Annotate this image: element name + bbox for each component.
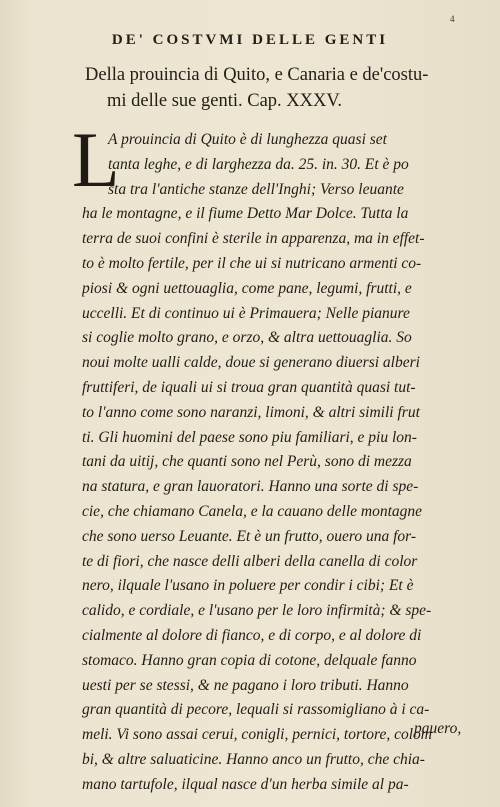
chapter-title-line-2: mi delle sue genti. Cap. XXXV. bbox=[107, 91, 342, 111]
body-line: stomaco. Hanno gran copia di cotone, delquale fanno bbox=[82, 651, 417, 669]
chapter-title-line-1: Della prouincia di Quito, e Canaria e de'costu- bbox=[85, 65, 429, 85]
body-line: to l'anno come sono naranzi, limoni, & altri simili frut bbox=[82, 403, 420, 421]
body-line: tanta leghe, e di larghezza da. 25. in. 30. Et è po bbox=[108, 155, 409, 173]
body-line: che sono uerso Leuante. Et è un frutto, ouero una for- bbox=[82, 527, 417, 545]
body-line: uccelli. Et di continuo ui è Primauera; Nelle pianure bbox=[82, 304, 410, 322]
page-mark: 4 bbox=[450, 14, 455, 24]
body-line: gran quantità di pecore, lequali si rassomigliano à i ca- bbox=[82, 701, 430, 719]
body-line: to è molto fertile, per il che ui si nutricano armenti co- bbox=[82, 254, 422, 272]
body-line: te di fiori, che nasce delli alberi della canella di color bbox=[82, 552, 418, 570]
body-line: bi, & altre saluaticine. Hanno anco un frutto, che chia- bbox=[82, 750, 425, 768]
body-line: terra de suoi confini è sterile in apparenza, ma in effet- bbox=[82, 230, 425, 248]
chapter-title bbox=[85, 62, 465, 114]
body-line: si coglie molto grano, e orzo, & altra uettouaglia. So bbox=[82, 329, 412, 347]
body-line: uesti per se stessi, & ne pagano i loro tributi. Hanno bbox=[82, 676, 409, 694]
running-head: DE' COSTVMI DELLE GENTI bbox=[111, 32, 389, 48]
body-line: na statura, e gran lauoratori. Hanno una sorte di spe- bbox=[82, 478, 419, 496]
body-text bbox=[82, 128, 472, 798]
drop-cap-initial: L bbox=[72, 116, 120, 203]
body-line: meli. Vi sono assai cerui, conigli, pernici, tortore, colom bbox=[82, 726, 432, 744]
body-line: cie, che chiamano Canela, e la cauano delle montagne bbox=[82, 502, 423, 520]
catchword: pauero, bbox=[414, 720, 462, 737]
body-line: tani da uitij, che quanti sono nel Perù, sono di mezza bbox=[82, 453, 412, 471]
body-line: mano tartufole, ilqual nasce d'un herba simile al pa- bbox=[82, 775, 409, 793]
body-line: fruttiferi, de iquali ui si troua gran quantità quasi tut- bbox=[82, 378, 416, 396]
body-line: ti. Gli huomini del paese sono piu familiari, e piu lon- bbox=[82, 428, 417, 446]
body-line: cialmente al dolore di fianco, e di corpo, e al dolore di bbox=[82, 626, 422, 644]
body-line: noui molte ualli calde, doue si generano diuersi alberi bbox=[82, 354, 420, 372]
body-line: nero, ilquale l'usano in poluere per condir i cibi; Et è bbox=[82, 577, 414, 595]
body-line: sta tra l'antiche stanze dell'Inghi; Verso leuante bbox=[108, 180, 404, 198]
body-line: calido, e cordiale, e l'usano per le loro infirmità; & spe- bbox=[82, 602, 432, 620]
body-line: ha le montagne, e il fiume Detto Mar Dolce. Tutta la bbox=[82, 205, 409, 223]
body-line: A prouincia di Quito è di lunghezza quasi set bbox=[108, 131, 387, 148]
body-line: piosi & ogni uettouaglia, come pane, legumi, frutti, e bbox=[82, 279, 412, 297]
